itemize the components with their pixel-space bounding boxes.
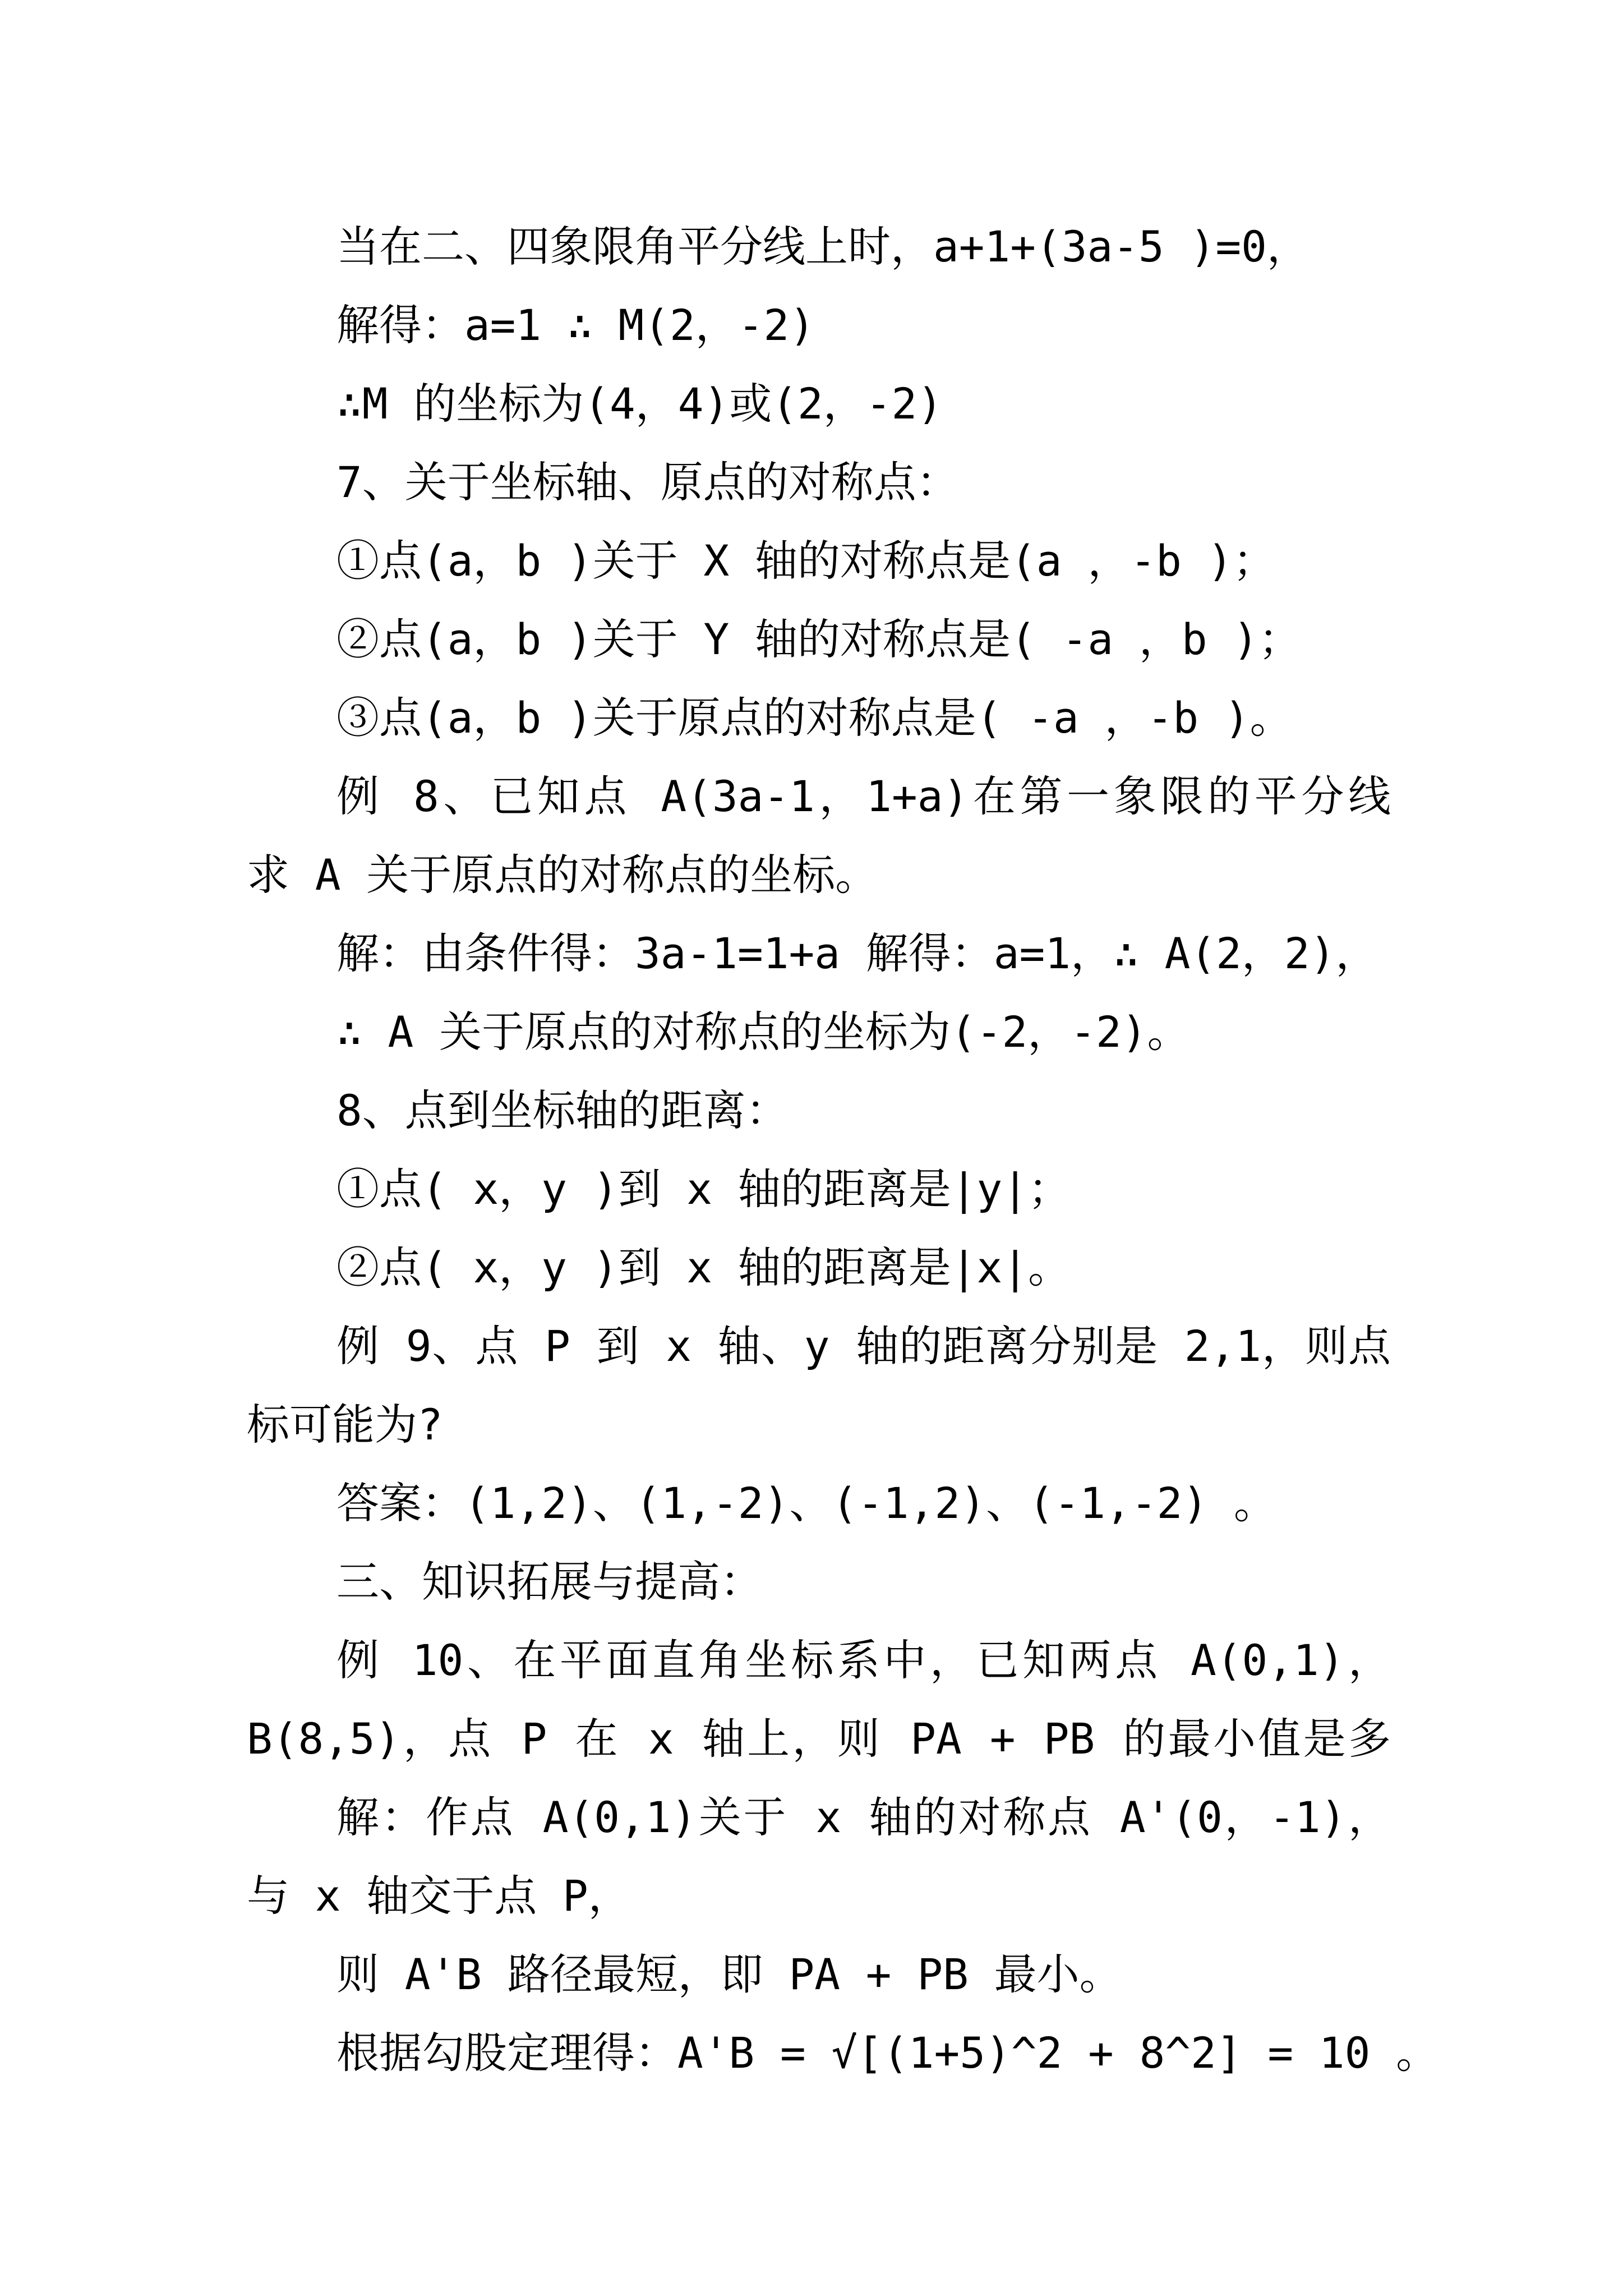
solution-line: 解：由条件得：3a-1=1+a 解得：a=1，∴ A(2，2)， xyxy=(336,928,1378,978)
text-line: ①点( x，y )到 x 轴的距离是∣y∣； xyxy=(336,1164,1071,1214)
text-line: 则 A'B 路径最短，即 PA + PB 最小。 xyxy=(336,1949,1122,1999)
text-line: 根据勾股定理得：A'B = √[(1+5)^2 + 8^2] = 10 。 xyxy=(336,2028,1439,2078)
section-heading: 7、关于坐标轴、原点的对称点： xyxy=(336,457,959,507)
example-line: 例 8、已知点 A(3a-1，1+a)在第一象限的平分线 xyxy=(336,771,1391,821)
text-line: 求 A 关于原点的对称点的坐标。 xyxy=(247,850,878,900)
text-line: B(8,5)，点 P 在 x 轴上，则 PA + PB 的最小值是多 xyxy=(247,1714,1391,1764)
document-body xyxy=(247,208,1439,2092)
text-line: 当在二、四象限角平分线上时，a+1+(3a-5 )=0， xyxy=(336,222,1310,272)
text-line: ③点(a，b )关于原点的对称点是( -a ，-b )。 xyxy=(336,693,1293,743)
text-line: ∴M 的坐标为(4，4)或(2，-2) xyxy=(336,379,943,429)
section-heading: 8、点到坐标轴的距离： xyxy=(336,1085,789,1135)
text-line: ∴ A 关于原点的对称点的坐标为(-2，-2)。 xyxy=(336,1007,1190,1057)
text-line: 解得：a=1 ∴ M(2，-2) xyxy=(336,300,815,350)
text-line: 标可能为? xyxy=(247,1400,443,1450)
example-line: 例 9、点 P 到 x 轴、y 轴的距离分别是 2,1，则点 xyxy=(336,1321,1391,1371)
text-line: 与 x 轴交于点 P， xyxy=(247,1871,631,1921)
example-line: 例 10、在平面直角坐标系中，已知两点 A(0,1)， xyxy=(336,1635,1391,1685)
section-heading: 三、知识拓展与提高： xyxy=(336,1557,763,1607)
text-line: ②点(a，b )关于 Y 轴的对称点是( -a ，b )； xyxy=(336,614,1302,664)
text-line: ①点(a，b )关于 X 轴的对称点是(a ，-b )； xyxy=(336,536,1276,586)
solution-line: 解：作点 A(0,1)关于 x 轴的对称点 A'(0，-1)， xyxy=(336,1792,1391,1842)
answer-line: 答案：(1,2)、(1,-2)、(-1,2)、(-1,-2) 。 xyxy=(336,1478,1276,1528)
text-line: ②点( x，y )到 x 轴的距离是∣x∣。 xyxy=(336,1243,1071,1292)
